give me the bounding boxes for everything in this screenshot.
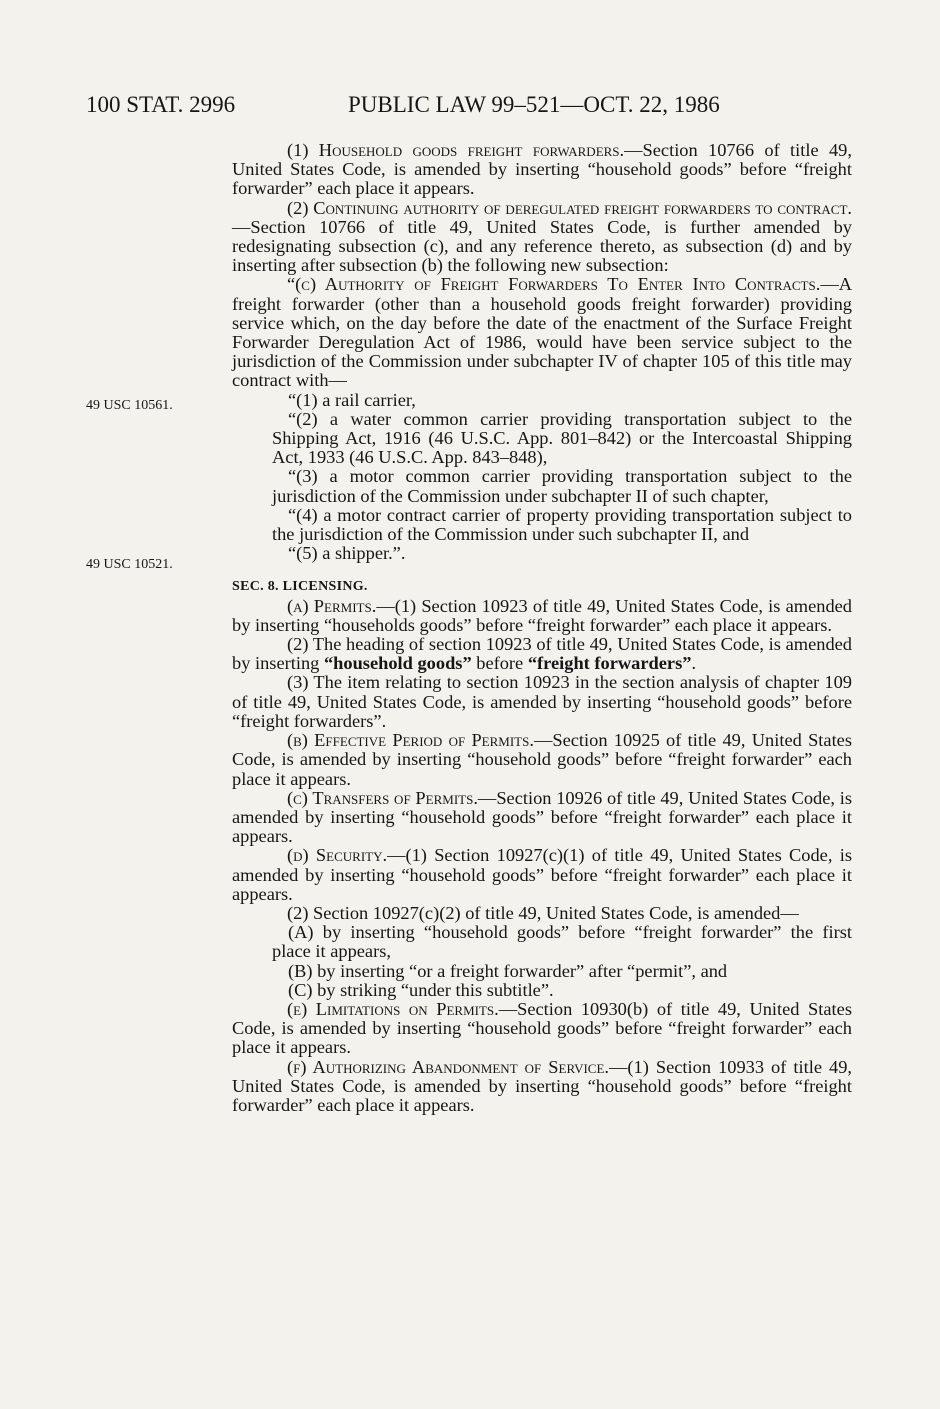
paragraph-continuing-authority: (2) Continuing authority of deregulated freight forwarders to contract.—Section 10766 of title 49, United States Code, is further amended by redesignating subsection (c), and any reference thereto, as subsection (d) and by inserting after subsection (b) the following new subsection: [232, 197, 852, 276]
paragraph-transfers: (c) Transfers of Permits.—Section 10926 of title 49, United States Code, is amended by inserting “household goods” before “freight forwarder” each place it appears. [232, 787, 852, 847]
paragraph-security-2: (2) Section 10927(c)(2) of title 49, United States Code, is amended— [287, 902, 799, 923]
list-item-water-carrier: “(2) a water common carrier providing transportation subject to the Shipping Act, 1916 (46 U.S.C. App. 801–842) or the Intercoastal Shipping Act, 1933 (46 U.S.C. App. 843–848), [272, 408, 852, 468]
list-item-security-c: (C) by striking “under this subtitle”. [288, 979, 554, 1000]
paragraph-household-goods-freight-forwarders: (1) Household goods freight forwarders.—Section 10766 of title 49, United States Code, is amended by inserting “household goods” before “freight forwarder” each place it appears. [232, 140, 852, 199]
paragraph-heading-amendment: (2) The heading of section 10923 of title 49, United States Code, is amended by inserting “household goods” before “freight forwarders”. [232, 634, 852, 674]
paragraph-effective-period: (b) Effective Period of Permits.—Section 10925 of title 49, United States Code, is amended by inserting “household goods” before “freight forwarder” each place it appears. [232, 730, 852, 789]
list-item-security-a: (A) by inserting “household goods” before “freight forwarder” the first place it appears, [272, 922, 852, 962]
list-item-motor-common-carrier: “(3) a motor common carrier providing transportation subject to the jurisdiction of the Commission under subchapter II of such chapter, [272, 466, 852, 506]
section-heading-licensing: SEC. 8. LICENSING. [232, 579, 368, 595]
stat-citation: 100 STAT. 2996 [86, 92, 236, 117]
paragraph-permits: (a) Permits.—(1) Section 10923 of title 49, United States Code, is amended by inserting “households goods” before “freight forwarder” each place it appears. [232, 595, 852, 635]
list-item-security-b: (B) by inserting “or a freight forwarder” after “permit”, and [288, 960, 728, 981]
margin-note-usc-10561: 49 USC 10561. [86, 398, 173, 413]
list-item-motor-contract-carrier: “(4) a motor contract carrier of property providing transportation subject to the jurisdiction of the Commission under such subchapter II, and [272, 504, 852, 545]
list-item-shipper: “(5) a shipper.”. [288, 543, 406, 564]
paragraph-section-analysis: (3) The item relating to section 10923 in the section analysis of chapter 109 of title 49, United States Code, is amended by inserting “household goods” before “freight forwarders”. [232, 672, 852, 731]
margin-note-usc-10521: 49 USC 10521. [86, 557, 173, 572]
paragraph-limitations: (e) Limitations on Permits.—Section 10930(b) of title 49, United States Code, is amended by inserting “household goods” before “freight forwarder” each place it appears. [232, 998, 852, 1058]
list-item-rail-carrier: “(1) a rail carrier, [288, 389, 416, 410]
law-title: PUBLIC LAW 99–521—OCT. 22, 1986 [348, 92, 720, 117]
paragraph-abandonment: (f) Authorizing Abandonment of Service.—(1) Section 10933 of title 49, United States Code, is amended by inserting “household goods” before “freight forwarder” each place it appears. [232, 1056, 853, 1115]
document-body [232, 141, 852, 1115]
paragraph-authority-to-contract: “(c) Authority of Freight Forwarders To Enter Into Contracts.—A freight forwarder (other than a household goods freight forwarder) providing service which, on the day before the date of the enactment of the Surface Freight Forwarder Deregulation Act of 1986, would have been service subject to the jurisdiction of the Commission under subchapter IV of chapter 105 of this title may contract with— [232, 274, 852, 391]
paragraph-security: (d) Security.—(1) Section 10927(c)(1) of title 49, United States Code, is amended by inserting “household goods” before “freight forwarder” each place it appears. [232, 845, 852, 904]
